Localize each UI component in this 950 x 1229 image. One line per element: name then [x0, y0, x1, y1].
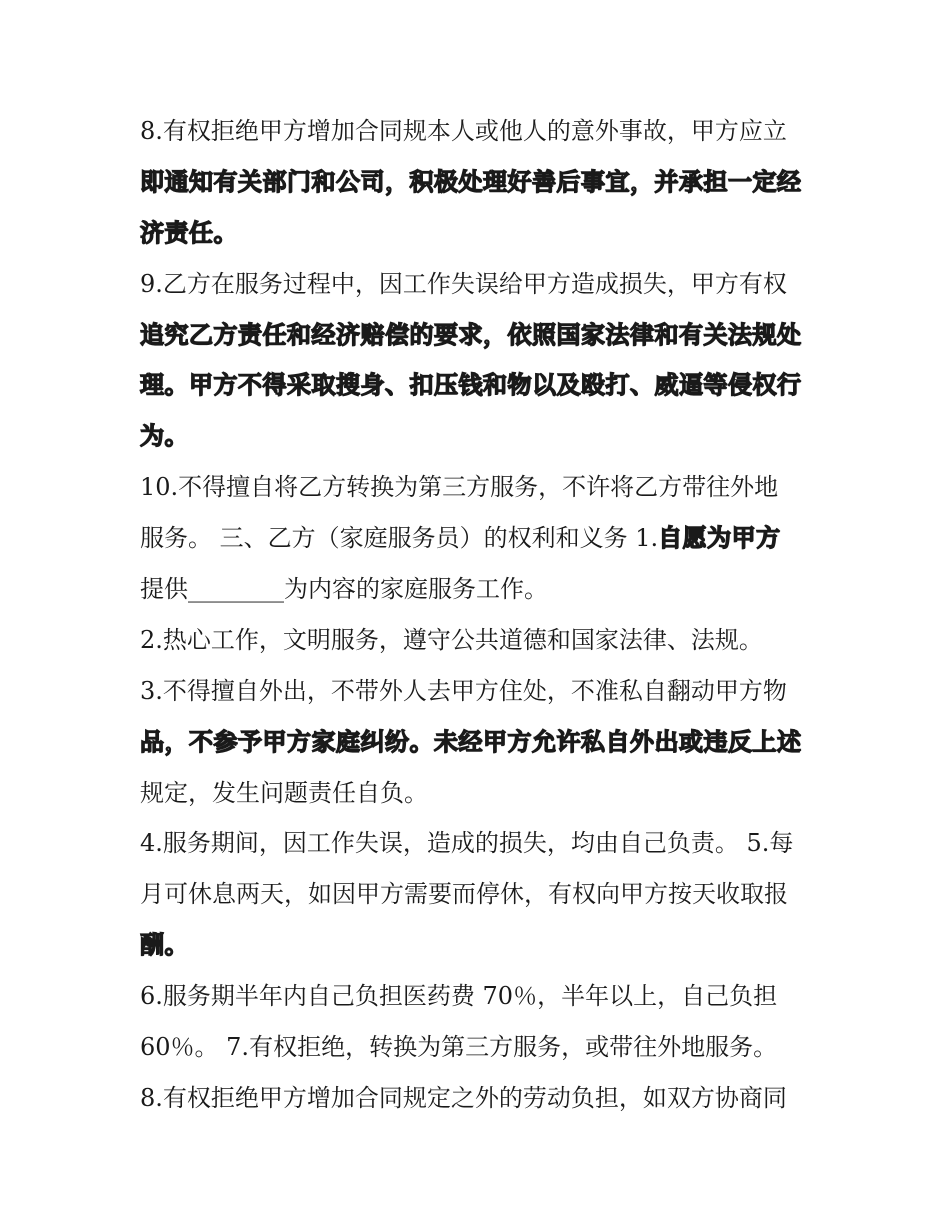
- line-styled-text: 品，不参予甲方家庭纠纷。未经甲方允许私自外出或违反上述: [140, 727, 802, 756]
- line-text: 4.服务期间，因工作失误，造成的损失，均由自己负责。 5.每: [140, 829, 794, 858]
- text-line: [140, 360, 820, 411]
- line-text: 服务。 三、乙方（家庭服务员）的权利和义务 1.: [140, 524, 659, 553]
- line-text: 提供________为内容的家庭服务工作。: [140, 575, 548, 604]
- text-line: [140, 411, 820, 462]
- contract-text: [140, 106, 820, 1124]
- text-line: [140, 106, 820, 157]
- line-styled-text: 济责任。: [140, 218, 238, 247]
- text-line: [140, 869, 820, 920]
- line-text: 月可休息两天，如因甲方需要而停休，有权向甲方按天收取报: [140, 880, 788, 909]
- text-line: [140, 259, 820, 310]
- line-text: 6.服务期半年内自己负担医药费 70％，半年以上，自己负担: [140, 982, 778, 1011]
- line-styled-text: 追究乙方责任和经济赔偿的要求，依照国家法律和有关法规处: [140, 320, 802, 349]
- line-text: 3.不得擅自外出，不带外人去甲方住处，不准私自翻动甲方物: [140, 676, 787, 705]
- text-line: [140, 818, 820, 869]
- line-text: 10.不得擅自将乙方转换为第三方服务，不许将乙方带往外地: [140, 473, 779, 502]
- text-line: [140, 971, 820, 1022]
- text-line: [140, 1022, 820, 1073]
- text-line: [140, 462, 820, 513]
- line-text: 规定，发生问题责任自负。: [140, 778, 428, 807]
- line-text: 9.乙方在服务过程中，因工作失误给甲方造成损失，甲方有权: [140, 269, 787, 298]
- line-text: 2.热心工作，文明服务，遵守公共道德和国家法律、法规。: [140, 625, 763, 654]
- line-styled-text: 即通知有关部门和公司，积极处理好善后事宜，并承担一定经: [140, 167, 802, 196]
- line-text: 8.有权拒绝甲方增加合同规本人或他人的意外事故，甲方应立: [140, 117, 787, 145]
- text-line: [140, 513, 820, 564]
- line-text: 60％。 7.有权拒绝，转换为第三方服务，或带往外地服务。: [140, 1033, 778, 1062]
- line-styled-text: 酬。: [140, 931, 189, 960]
- text-line: [140, 157, 820, 208]
- text-line: [140, 920, 820, 971]
- text-line: [140, 717, 820, 768]
- text-line: [140, 1073, 820, 1124]
- text-line: [140, 615, 820, 666]
- line-styled-text: 自愿为甲方: [658, 524, 781, 553]
- text-line: [140, 564, 820, 615]
- line-styled-text: 为。: [140, 422, 189, 451]
- text-line: [140, 208, 820, 259]
- line-styled-text: 理。甲方不得采取搜身、扣压钱和物以及殴打、威逼等侵权行: [140, 371, 802, 400]
- text-line: [140, 310, 820, 361]
- line-text: 8.有权拒绝甲方增加合同规定之外的劳动负担，如双方协商同: [140, 1083, 787, 1112]
- text-line: [140, 768, 820, 819]
- text-line: [140, 666, 820, 717]
